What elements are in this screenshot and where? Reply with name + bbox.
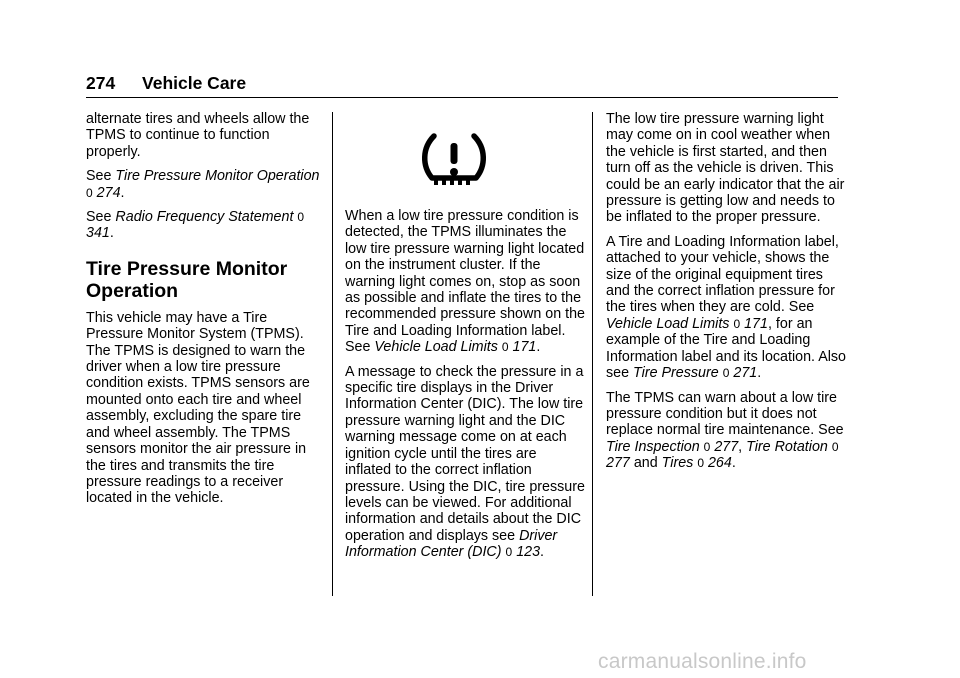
xref-title: Vehicle Load Limits [606,315,730,332]
punct: . [540,544,545,561]
column-divider [592,112,593,596]
xref-page: 123 [516,544,541,561]
xref-link[interactable] [633,365,757,381]
xref-page: 277 [714,438,739,455]
page-arrow-icon: 0 [86,185,93,200]
xref-link[interactable] [606,316,768,332]
xref-title: Tire Rotation [746,438,828,455]
punct: . [536,339,541,356]
section-heading: Tire Pressure Monitor Operation [86,257,288,302]
paragraph: The low tire pressure warning light may come on in cool weather when the vehicle is first started, and then turn off as the vehicle is driven. This could be an early indicator that the air pressure is getting low and needs to be inflated to the proper pressure. [606,111,845,226]
xref-title: Vehicle Load Limits [374,339,498,356]
section-title: Vehicle Care [142,73,247,93]
xref-title: Driver Information Center (DIC) [345,527,558,561]
page-arrow-icon: 0 [501,340,509,355]
xref-page: 277 [606,455,630,472]
page-arrow-icon: 0 [505,545,513,560]
column-divider [332,112,333,596]
see-reference [86,168,326,201]
xref-link[interactable] [86,209,304,241]
page-arrow-icon: 0 [831,439,839,454]
punct: . [109,225,114,242]
paragraph [606,234,846,382]
xref-page: 274 [96,184,121,201]
punct: . [120,184,125,201]
xref-link[interactable] [606,439,738,455]
xref-page: 171 [512,339,537,356]
xref-title: Tire Pressure Monitor Operation [115,168,320,185]
page-arrow-icon: 0 [733,316,741,331]
tire-pressure-warning-icon [420,132,488,188]
paragraph-text: The TPMS can warn about a low tire pressure condition but it does not replace normal tire maintenance. See [606,389,844,439]
page-arrow-icon: 0 [297,210,305,225]
paragraph [345,208,585,356]
xref-title: Radio Frequency Statement [115,209,294,226]
page-arrow-icon: 0 [697,456,704,471]
xref-title: Tires [661,455,694,472]
page-number: 274 [86,73,116,93]
xref-link[interactable] [662,455,732,471]
paragraph-text: , for an example of the Tire and Loading Information label and its location. Also see [606,315,847,382]
xref-title: Tire Inspection [606,438,700,455]
page-header [86,72,838,98]
punct: . [731,455,736,472]
punct: . [757,365,762,382]
punct: , [738,438,747,455]
xref-page: 171 [744,315,768,332]
see-prefix: See [86,168,116,185]
column-3 [606,111,846,480]
xref-link[interactable] [374,339,536,355]
see-prefix: See [86,209,116,226]
paragraph-text: When a low tire pressure condition is detected, the TPMS illuminates the low tire pressure warning light located on the instrument cluster. If the warning light comes on, stop as soon as possible and inflate the tires to the recommended pressure shown on the Tire and Loading Information label. See [345,208,586,356]
page-arrow-icon: 0 [722,366,730,381]
xref-page: 271 [733,365,758,382]
watermark: carmanualsonline.info [598,650,807,673]
xref-title: Tire Pressure [633,365,719,382]
paragraph [606,390,846,472]
paragraph: This vehicle may have a Tire Pressure Monitor System (TPMS). The TPMS is designed to warn the driver when a low tire pressure condition exists. TPMS sensors are mounted onto each tire and wheel assembly, excluding the spare tire and wheel assembly. The TPMS sensors monitor the air pressure in the tires and transmits the tire pressure readings to a receiver located in the vehicle. [86,309,310,507]
punct: and [629,455,662,472]
xref-page: 341 [86,225,110,242]
page-arrow-icon: 0 [703,439,711,454]
see-reference [86,209,326,242]
paragraph: alternate tires and wheels allow the TPMS to continue to function properly. [86,111,310,160]
paragraph-text: A message to check the pressure in a specific tire displays in the Driver Information Center (DIC). The low tire pressure warning light and the DIC warning message come on at each ignition cycle until the tires are inflated to the correct inflation pressure. Using the DIC, tire pressure levels can be viewed. For additional information and details about the DIC operation and displays see [345,363,585,544]
paragraph [345,364,585,561]
paragraph-text: A Tire and Loading Information label, attached to your vehicle, shows the size of the original equipment tires and the correct inflation pressure for the tires when they are cold. See [606,233,839,316]
column-1 [86,111,326,515]
xref-page: 264 [707,455,732,472]
column-2 [345,208,585,569]
